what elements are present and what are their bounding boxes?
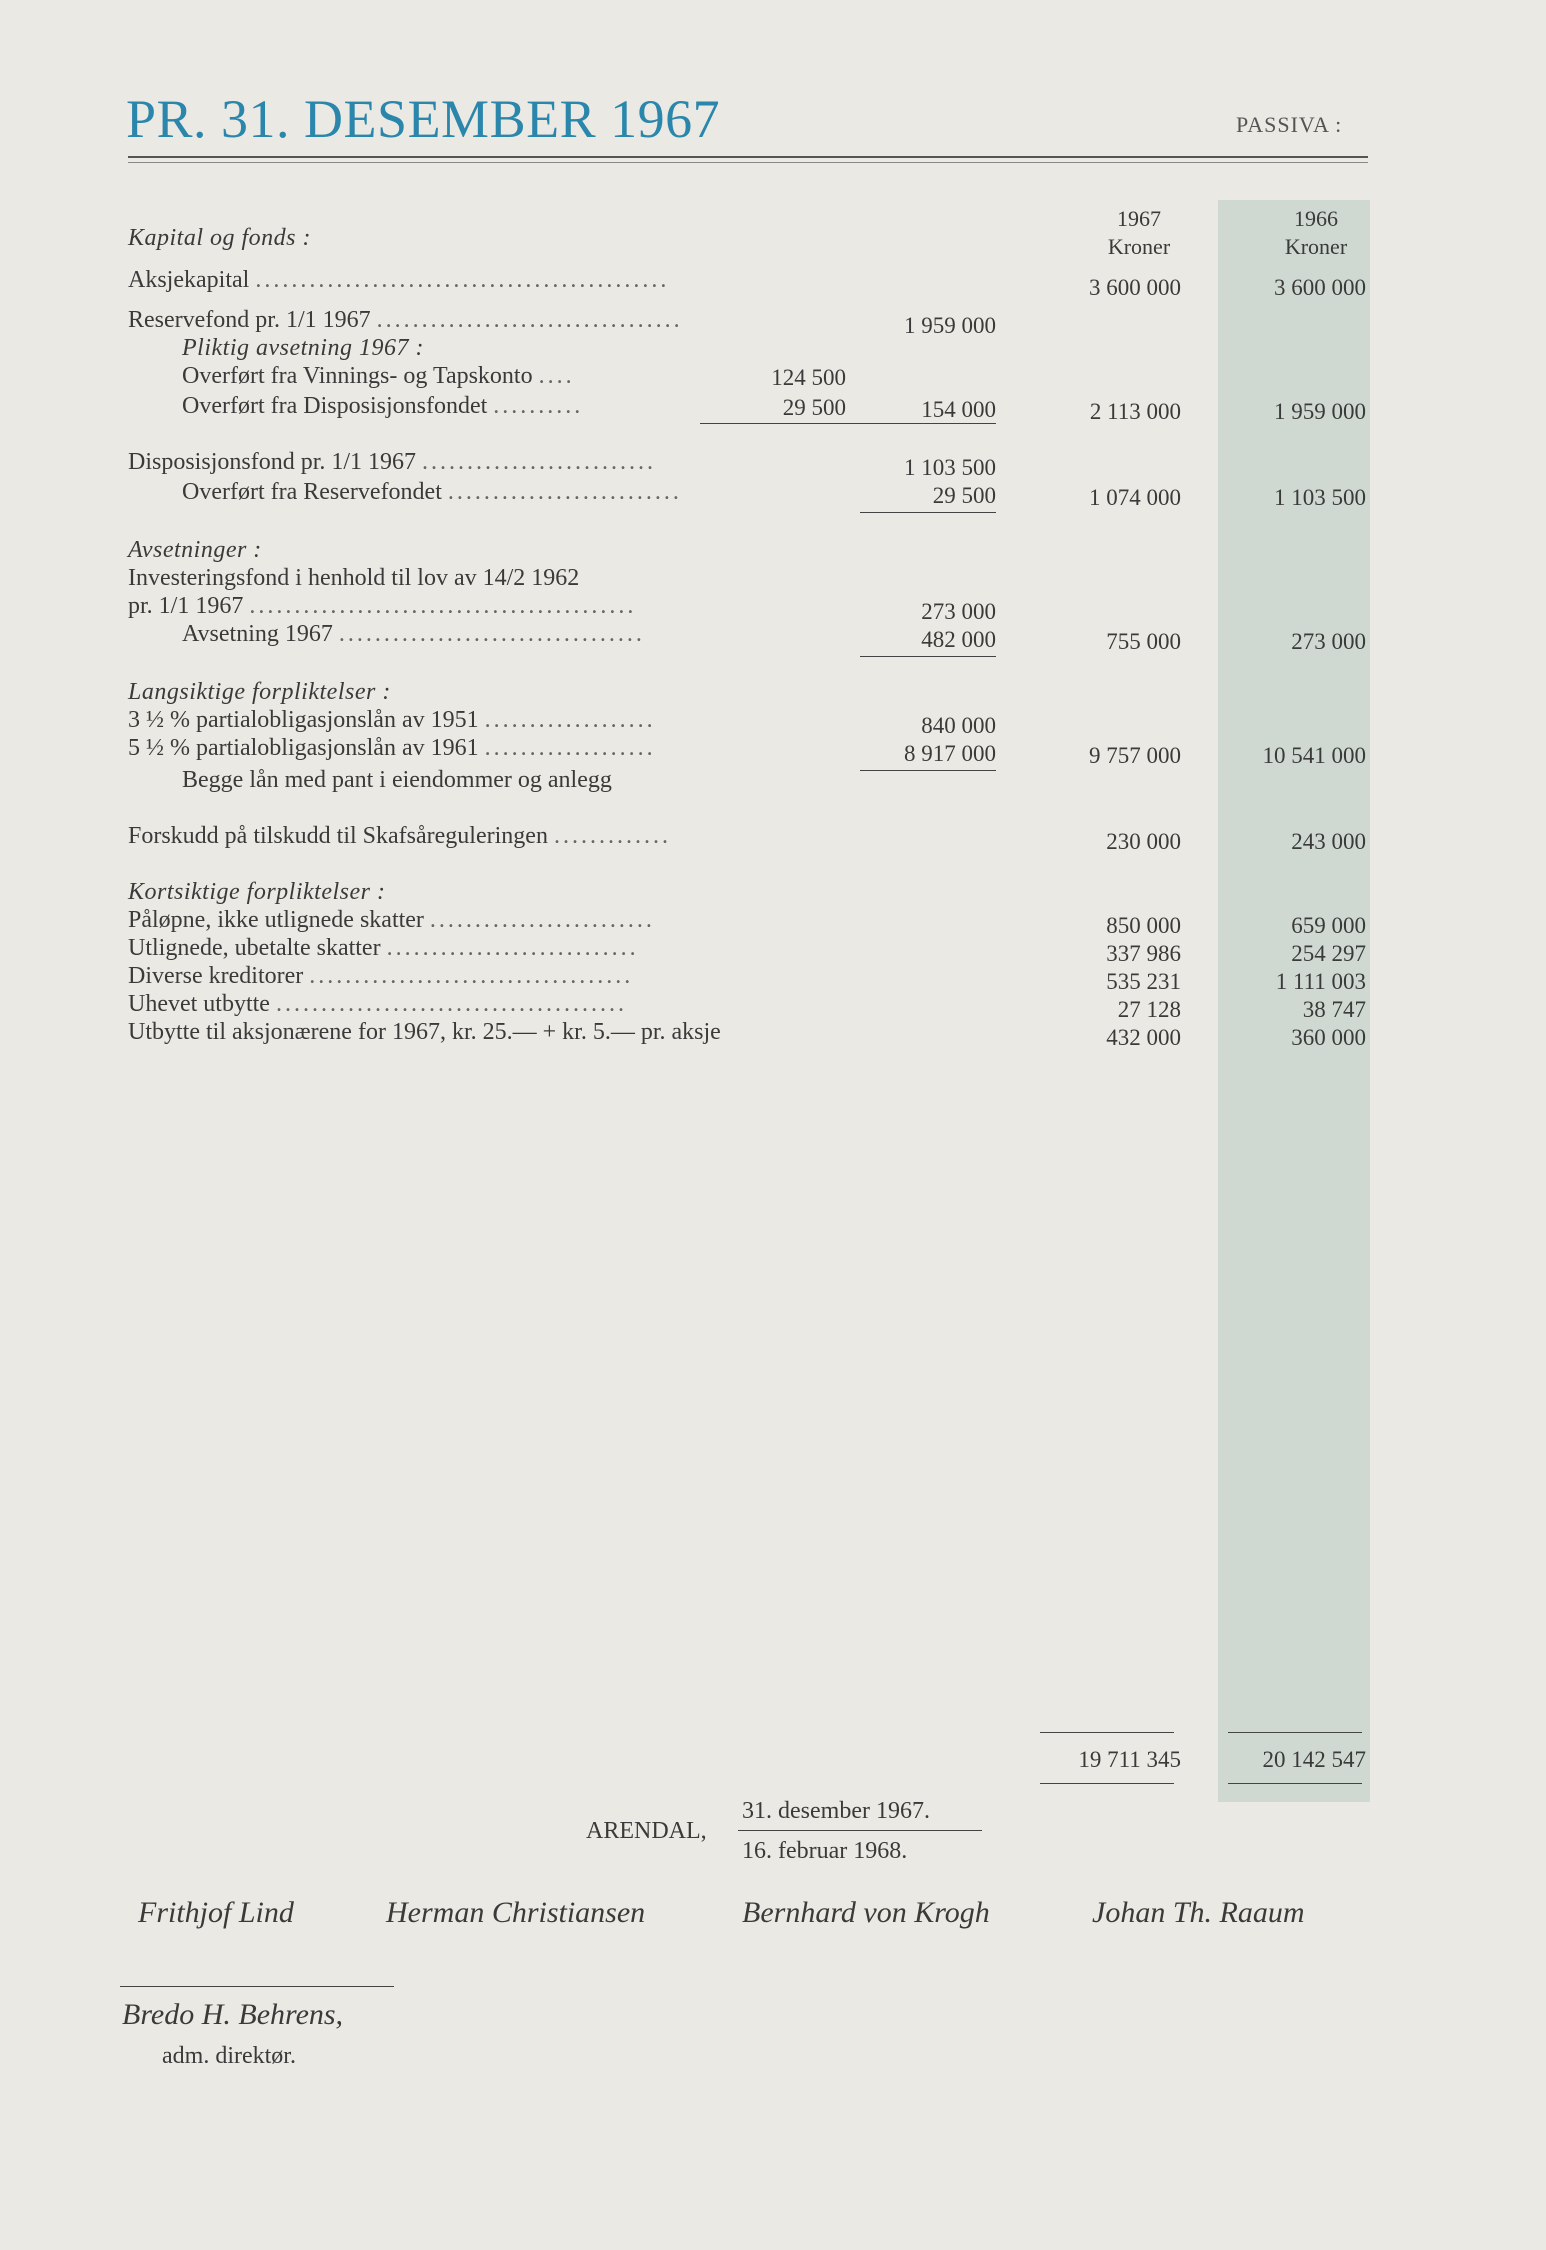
disposisjonsfond-1966: 1 103 500 (1274, 485, 1366, 510)
dispos-transfer-value: 29 500 (782, 395, 846, 420)
aksjekapital-1967: 3 600 000 (1089, 275, 1181, 300)
investeringsfond-line1: Investeringsfond i henhold til lov av 14/2 1962 (128, 565, 580, 591)
investeringsfond-opening: 273 000 (921, 599, 996, 624)
kortsiktige-item-label: Diverse kreditorer .................................... (128, 963, 634, 989)
kortsiktige-item-1967: 337 986 (1106, 941, 1181, 966)
pliktig-heading: Pliktig avsetning 1967 : (182, 335, 424, 361)
aksjekapital-label: Aksjekapital .............................................. (128, 267, 670, 293)
disposisjonsfond-opening: 1 103 500 (904, 455, 996, 480)
section-label: PASSIVA : (1236, 112, 1343, 137)
avsetning-rule (860, 656, 996, 657)
loans-rule (860, 770, 996, 771)
vinning-value: 124 500 (771, 365, 846, 390)
place-city: ARENDAL, (586, 1818, 707, 1844)
total-1967-rule-bottom (1040, 1783, 1174, 1784)
kortsiktige-item-1967: 535 231 (1106, 969, 1181, 994)
director-rule (120, 1986, 394, 1987)
signature-raaum: Johan Th. Raaum (1092, 1896, 1305, 1929)
reservefond-1967: 2 113 000 (1089, 399, 1181, 424)
total-1966: 20 142 547 (1262, 1747, 1366, 1772)
kortsiktige-item-label: Påløpne, ikke utlignede skatter ......................... (128, 907, 655, 933)
disposisjonsfond-rule (860, 512, 996, 513)
date-1: 31. desember 1967. (742, 1798, 930, 1824)
signature-krogh: Bernhard von Krogh (742, 1896, 990, 1929)
col-1967-unit: Kroner (1107, 234, 1171, 259)
total-1967-rule-top (1040, 1732, 1174, 1733)
page-title: PR. 31. DESEMBER 1967 (126, 89, 721, 149)
loan1-value: 840 000 (921, 713, 996, 738)
langsiktige-1966: 10 541 000 (1262, 743, 1366, 768)
avsetning-value: 482 000 (921, 627, 996, 652)
disposisjonsfond-label: Disposisjonsfond pr. 1/1 1967 .......................... (128, 449, 657, 475)
loan2-label: 5 ½ % partialobligasjonslån av 1961 ................... (128, 735, 656, 761)
kortsiktige-item-label: Uhevet utbytte ....................................... (128, 991, 627, 1017)
total-1966-rule-top (1228, 1732, 1362, 1733)
kortsiktige-item-1967: 27 128 (1117, 997, 1181, 1022)
kortsiktige-item-1967: 850 000 (1106, 913, 1181, 938)
dispos-transfer-label: Overført fra Disposisjonsfondet .......... (182, 393, 584, 419)
col-1966-unit: Kroner (1284, 234, 1348, 259)
reservefond-transfer-label: Overført fra Reservefondet .......................... (182, 479, 682, 505)
date-separator (738, 1830, 982, 1831)
kortsiktige-item-1966: 38 747 (1302, 997, 1366, 1022)
col-1966-year: 1966 (1294, 206, 1338, 231)
loan2-value: 8 917 000 (904, 741, 996, 766)
kapital-heading: Kapital og fonds : (128, 225, 312, 251)
signature-director: Bredo H. Behrens, (122, 1998, 344, 2031)
title-rule (128, 156, 1368, 158)
total-1966-rule-bottom (1228, 1783, 1362, 1784)
avsetninger-1967: 755 000 (1106, 629, 1181, 654)
kortsiktige-item-1966: 659 000 (1291, 913, 1366, 938)
aksjekapital-1966: 3 600 000 (1274, 275, 1366, 300)
vinning-label: Overført fra Vinnings- og Tapskonto .... (182, 363, 575, 389)
kortsiktige-heading: Kortsiktige forpliktelser : (128, 879, 386, 905)
investeringsfond-line2: pr. 1/1 1967 ........................................... (128, 593, 637, 619)
reservefond-label: Reservefond pr. 1/1 1967 .................................. (128, 307, 683, 333)
avsetninger-1966: 273 000 (1291, 629, 1366, 654)
reservefond-transfer-value: 29 500 (932, 483, 996, 508)
reservefond-subtotal: 154 000 (921, 397, 996, 422)
director-title: adm. direktør. (162, 2043, 296, 2069)
date-2: 16. februar 1968. (742, 1838, 908, 1864)
langsiktige-1967: 9 757 000 (1089, 743, 1181, 768)
kortsiktige-item-label: Utlignede, ubetalte skatter ............................ (128, 935, 639, 961)
kortsiktige-item-1966: 360 000 (1291, 1025, 1366, 1050)
loans-note: Begge lån med pant i eiendommer og anlegg (182, 767, 612, 793)
kortsiktige-item-label: Utbytte til aksjonærene for 1967, kr. 25.— + kr. 5.— pr. aksje (128, 1019, 721, 1045)
loan1-label: 3 ½ % partialobligasjonslån av 1951 ................... (128, 707, 656, 733)
forskudd-label: Forskudd på tilskudd til Skafsåreguleringen ............. (128, 823, 671, 849)
signature-lind: Frithjof Lind (138, 1896, 294, 1929)
col-1967-year: 1967 (1117, 206, 1161, 231)
signature-christiansen: Herman Christiansen (386, 1896, 646, 1929)
avsetning-label: Avsetning 1967 .................................. (182, 621, 645, 647)
kortsiktige-item-1967: 432 000 (1106, 1025, 1181, 1050)
total-1967: 19 711 345 (1078, 1747, 1181, 1772)
langsiktige-heading: Langsiktige forpliktelser : (128, 679, 391, 705)
title-rule-thin (128, 162, 1368, 163)
forskudd-1966: 243 000 (1291, 829, 1366, 854)
reservefond-opening: 1 959 000 (904, 313, 996, 338)
kortsiktige-item-1966: 1 111 003 (1275, 969, 1366, 994)
forskudd-1967: 230 000 (1106, 829, 1181, 854)
reservefond-1966: 1 959 000 (1274, 399, 1366, 424)
kortsiktige-item-1966: 254 297 (1291, 941, 1366, 966)
disposisjonsfond-1967: 1 074 000 (1089, 485, 1181, 510)
avsetninger-heading: Avsetninger : (128, 537, 262, 563)
